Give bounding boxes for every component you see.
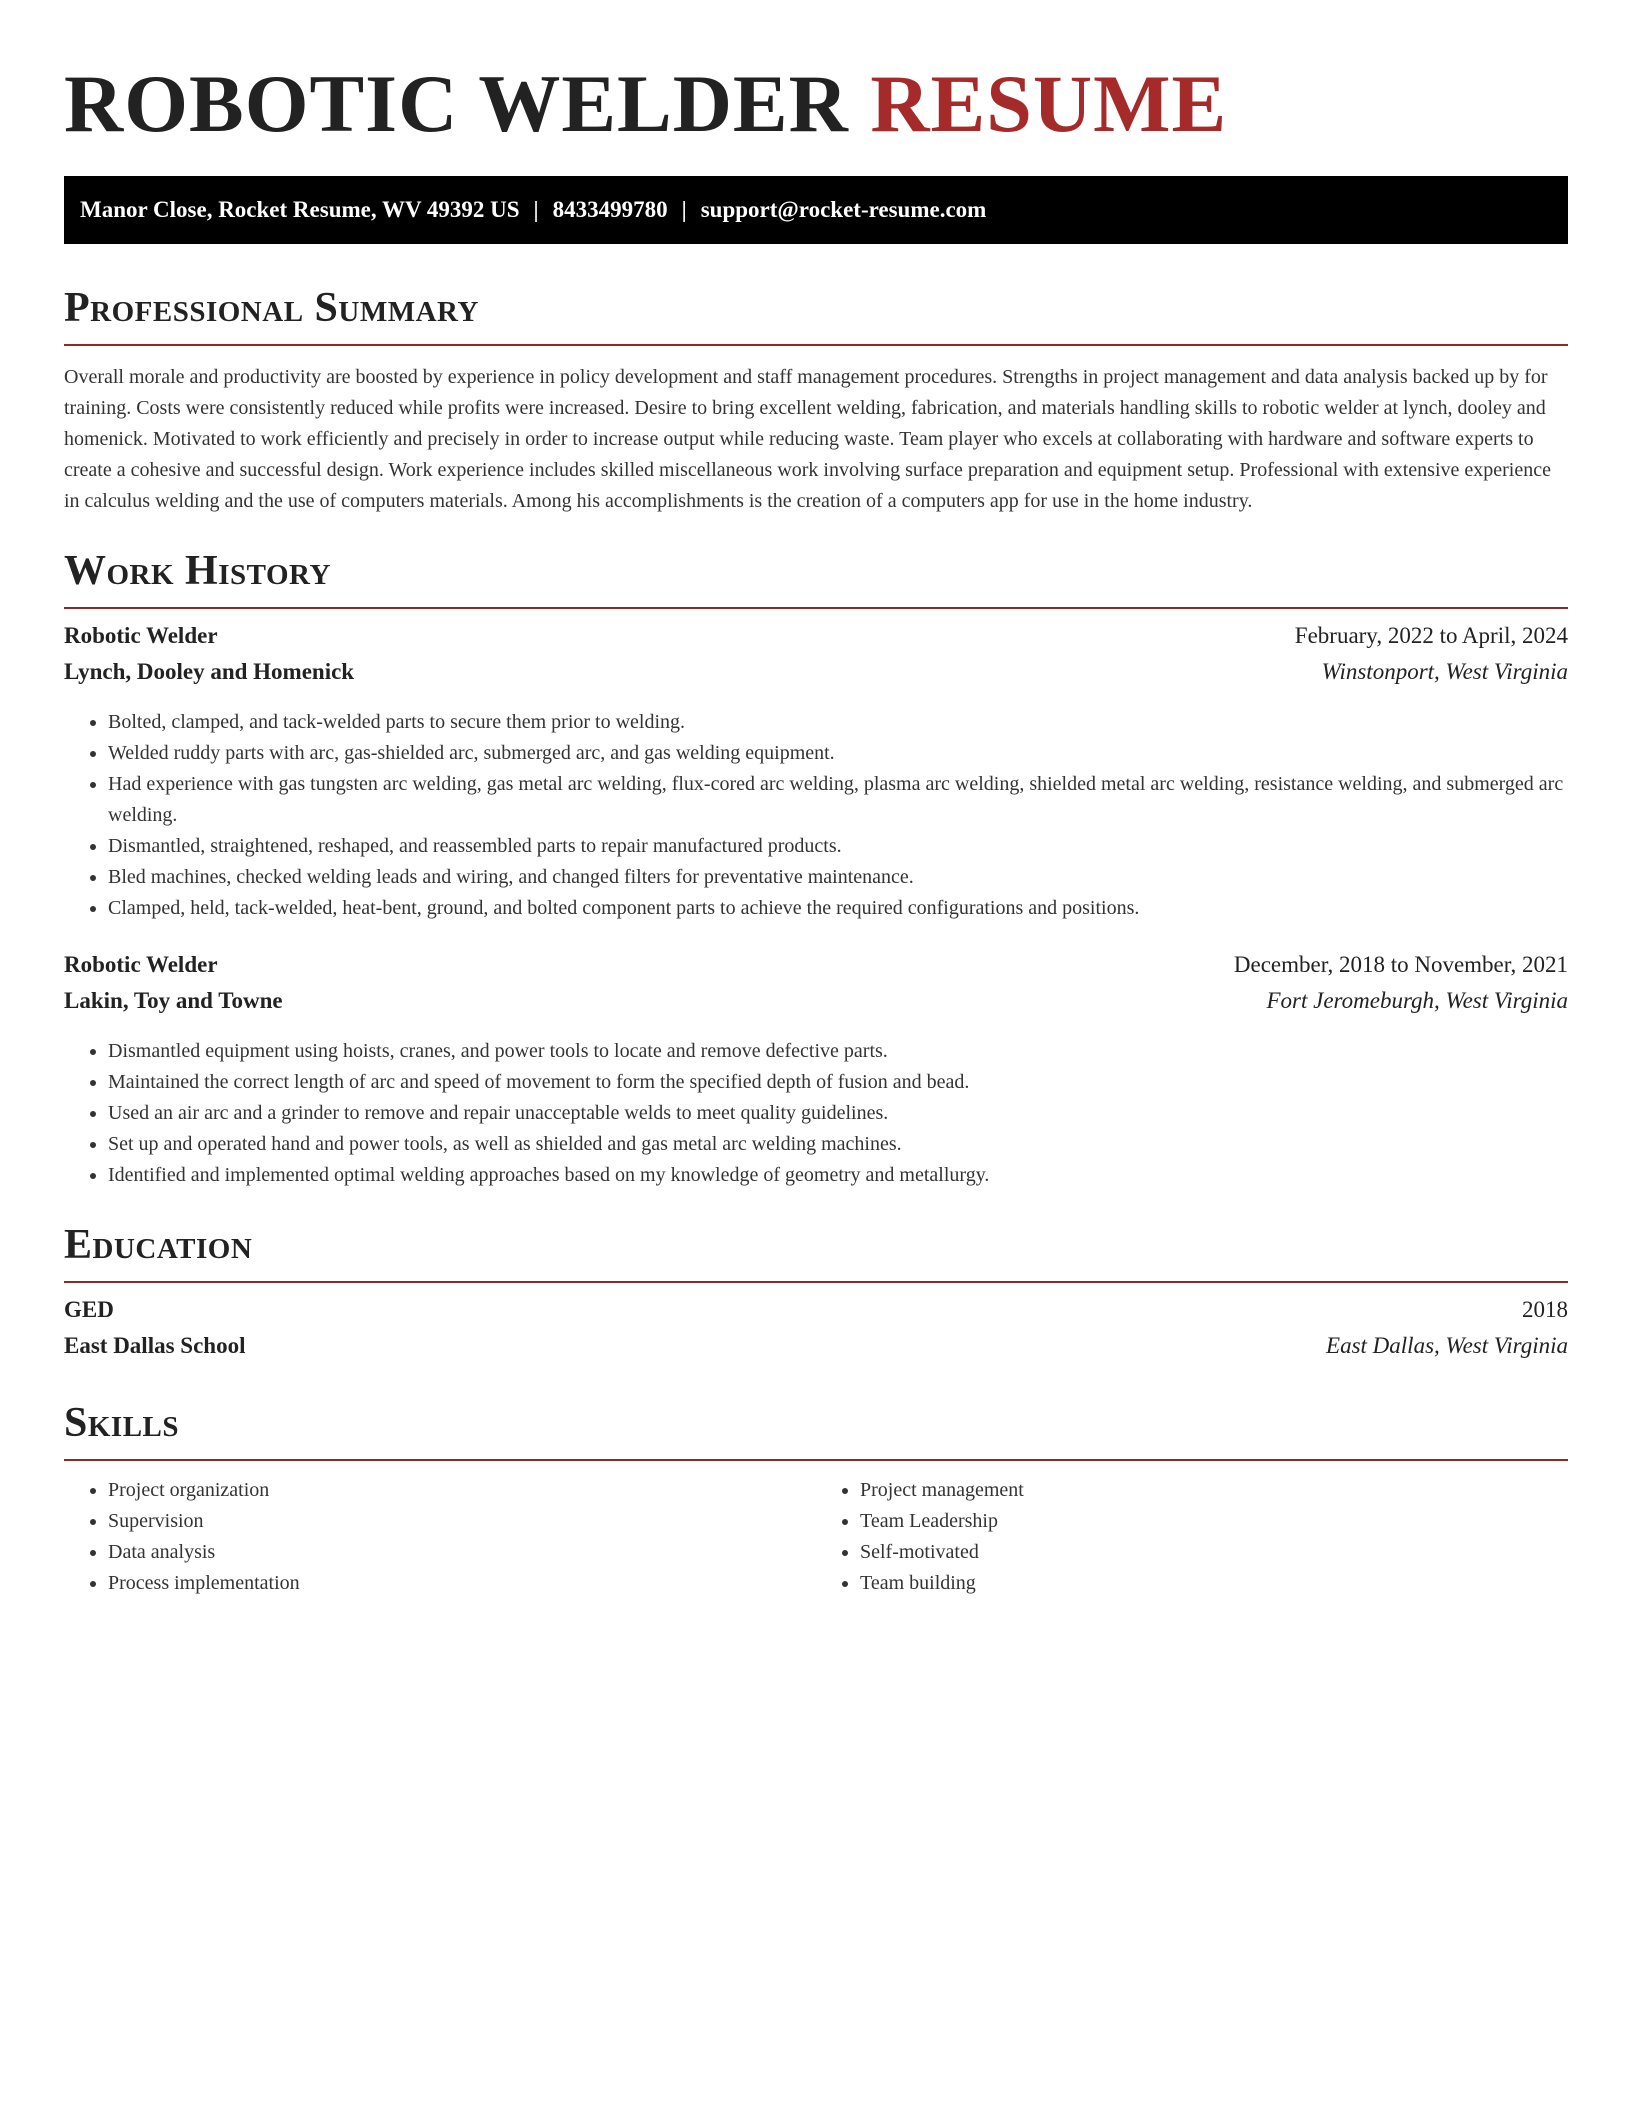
list-item: • Had experience with gas tungsten arc welding, gas metal arc welding, flux-cored arc welding, plasma arc welding, shielded metal arc welding, resistance welding, and submerged arc welding. [108, 769, 1568, 831]
list-item: • Dismantled equipment using hoists, cranes, and power tools to locate and remove defective parts. [108, 1036, 1568, 1067]
contact-bar [64, 176, 1568, 244]
skills-columns [64, 1475, 1568, 1599]
list-item: • Team building [860, 1568, 1568, 1599]
list-item: • Self-motivated [860, 1537, 1568, 1568]
list-item: • Bolted, clamped, and tack-welded parts to secure them prior to welding. [108, 707, 1568, 738]
job-title: Robotic Welder [64, 623, 218, 648]
list-item: • Maintained the correct length of arc and speed of movement to form the specified depth of fusion and bead. [108, 1067, 1568, 1098]
summary-text: Overall morale and productivity are boosted by experience in policy development and staff management procedures. Strengths in project management and data analysis backed up by for training. Costs were consistently reduced while profits were increased. Desire to bring excellent welding, fabrication, and materials handling skills to robotic welder at lynch, dooley and homenick. Motivated to work efficiently and precisely in order to increase output while reducing waste. Team player who excels at collaborating with hardware and software experts to create a cohesive and successful design. Work experience includes skilled miscellaneous work involving surface preparation and equipment setup. Professional with extensive experience in calculus welding and the use of computers materials. Among his accomplishments is the creation of a computers app for use in the home industry. [64, 366, 1551, 512]
list-item: • Supervision [108, 1506, 816, 1537]
list-item: • Process implementation [108, 1568, 816, 1599]
section-divider [64, 1459, 1568, 1461]
job-entry [64, 952, 1568, 1191]
education-degree: GED [64, 1297, 114, 1322]
list-item: • Data analysis [108, 1537, 816, 1568]
title-accent: RESUME [870, 58, 1228, 149]
contact-separator: | [533, 197, 539, 222]
education-heading: Education [64, 1222, 253, 1268]
job-dates: December, 2018 to November, 2021 [1233, 952, 1568, 977]
resume-title [64, 56, 1568, 152]
list-item: • Project organization [108, 1475, 816, 1506]
skills-heading: Skills [64, 1400, 180, 1446]
list-item: • Bled machines, checked welding leads and wiring, and changed filters for preventative maintenance. [108, 862, 1568, 893]
job-location: Winstonport, West Virginia [1321, 659, 1568, 684]
section-divider [64, 344, 1568, 346]
list-item: • Used an air arc and a grinder to remove and repair unacceptable welds to meet quality guidelines. [108, 1098, 1568, 1129]
title-main: ROBOTIC WELDER [64, 58, 849, 149]
job-bullets [64, 1036, 1568, 1191]
education-location: East Dallas, West Virginia [1326, 1333, 1568, 1358]
section-divider [64, 607, 1568, 609]
job-company: Lynch, Dooley and Homenick [64, 659, 355, 684]
summary-section [64, 282, 1568, 517]
job-bullets [64, 707, 1568, 924]
contact-address: Manor Close, Rocket Resume, WV 49392 US [80, 197, 520, 222]
list-item: • Set up and operated hand and power tools, as well as shielded and gas metal arc welding machines. [108, 1129, 1568, 1160]
contact-separator: | [681, 197, 687, 222]
list-item: • Dismantled, straightened, reshaped, and reassembled parts to repair manufactured products. [108, 831, 1568, 862]
skills-column-right [816, 1475, 1568, 1599]
education-section [64, 1219, 1568, 1369]
job-location: Fort Jeromeburgh, West Virginia [1266, 988, 1568, 1013]
skills-column-left [64, 1475, 816, 1599]
section-divider [64, 1281, 1568, 1283]
job-company: Lakin, Toy and Towne [64, 988, 283, 1013]
skills-section [64, 1397, 1568, 1599]
list-item: • Team Leadership [860, 1506, 1568, 1537]
list-item: • Clamped, held, tack-welded, heat-bent, ground, and bolted component parts to achieve the required configurations and positions. [108, 893, 1568, 924]
education-year: 2018 [1522, 1297, 1568, 1322]
work-history-heading: Work History [64, 548, 331, 594]
list-item: • Identified and implemented optimal welding approaches based on my knowledge of geometry and metallurgy. [108, 1160, 1568, 1191]
contact-email: support@rocket-resume.com [700, 197, 987, 222]
work-history-section [64, 545, 1568, 1191]
education-entry [64, 1297, 1568, 1369]
summary-heading: Professional Summary [64, 285, 479, 331]
education-school: East Dallas School [64, 1333, 246, 1358]
job-title: Robotic Welder [64, 952, 218, 977]
job-entry [64, 623, 1568, 924]
contact-phone: 8433499780 [552, 197, 668, 222]
job-dates: February, 2022 to April, 2024 [1294, 623, 1568, 648]
list-item: • Project management [860, 1475, 1568, 1506]
list-item: • Welded ruddy parts with arc, gas-shielded arc, submerged arc, and gas welding equipment. [108, 738, 1568, 769]
